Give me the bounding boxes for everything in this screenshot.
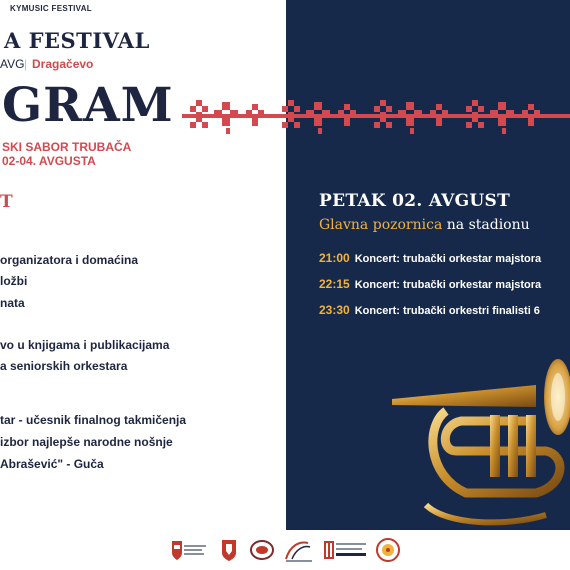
round-seal-icon xyxy=(386,548,390,552)
festival-month: AVG xyxy=(0,57,25,71)
schedule-time: 21:00 xyxy=(319,251,350,265)
schedule-text: Koncert: trubački orkestar majstora xyxy=(354,279,542,291)
schedule-time: 23:30 xyxy=(319,303,350,317)
shield-emblem-icon xyxy=(251,541,273,559)
trumpet-logo-icon xyxy=(324,541,366,559)
schedule-time: 22:15 xyxy=(319,277,350,291)
event-item: a seniorskih orkestara xyxy=(0,359,128,373)
event-item: ložbi xyxy=(0,274,28,288)
event-item: izbor najlepše narodne nošnje xyxy=(0,435,173,449)
event-item: nata xyxy=(0,296,25,310)
event-item: organizatora i domaćina xyxy=(0,253,139,267)
right-day-heading: PETAK 02. AVGUST xyxy=(319,191,511,211)
sponsor-footer xyxy=(0,530,570,570)
ornament-pattern xyxy=(182,94,570,140)
festival-title: A FESTIVAL xyxy=(4,28,150,53)
schedule-row xyxy=(319,251,541,265)
program-subtitle: SKI SABOR TRUBAČA xyxy=(2,140,132,154)
festival-place: Dragačevo xyxy=(32,57,94,71)
schedule-row xyxy=(319,303,540,317)
program-left-panel xyxy=(0,0,286,530)
festival-small-label: KYMUSIC FESTIVAL xyxy=(10,4,92,13)
sponsor-logos xyxy=(168,535,403,565)
republic-serbia-emblem-icon xyxy=(172,541,206,560)
trumpet-illustration xyxy=(386,355,570,530)
program-right-panel xyxy=(286,0,570,530)
venue-rest: na stadionu xyxy=(442,217,530,233)
venue-line xyxy=(319,217,530,233)
schedule-text: Koncert: trubački orkestri finalisti 6 xyxy=(354,305,540,317)
venue-highlight: Glavna pozornica xyxy=(319,217,443,233)
coat-of-arms-icon xyxy=(222,540,236,561)
left-day-heading: T xyxy=(0,192,13,212)
program-dates: 02-04. AVGUSTA xyxy=(2,154,96,168)
event-item: Abrašević" - Guča xyxy=(0,457,104,471)
program-title: GRAM xyxy=(2,78,174,133)
schedule-row xyxy=(319,277,541,291)
header-divider: | xyxy=(24,57,28,71)
schedule-text: Koncert: trubački orkestar majstora xyxy=(354,253,542,265)
event-item: tar - učesnik finalnog takmičenja xyxy=(0,413,187,427)
oval-seal-icon xyxy=(286,543,312,562)
event-item: vo u knjigama i publikacijama xyxy=(0,338,170,352)
